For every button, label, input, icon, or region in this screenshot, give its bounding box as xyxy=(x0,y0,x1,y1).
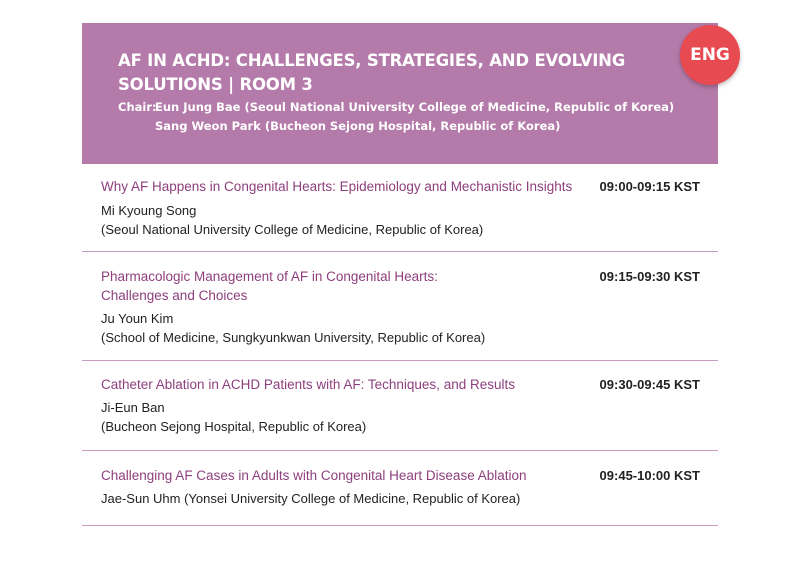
talk-title: Catheter Ablation in ACHD Patients with AF: Techniques, and Results xyxy=(101,377,515,392)
talk-title: Why AF Happens in Congenital Hearts: Epidemiology and Mechanistic Insights xyxy=(101,179,573,194)
speaker-name: Ju Youn Kim xyxy=(101,311,174,326)
speaker-name: Mi Kyoung Song xyxy=(101,203,197,218)
session-title: AF IN ACHD: CHALLENGES, STRATEGIES, AND EVOLVING SOLUTIONS | ROOM 3 xyxy=(118,51,626,94)
session-header xyxy=(82,23,718,161)
talk-item-2 xyxy=(82,252,718,361)
speaker-name: Ji-Eun Ban xyxy=(101,400,165,415)
chair-name-1: Eun Jung Bae (Seoul National University College of Medicine, Republic of Korea) xyxy=(155,100,675,114)
language-badge: ENG xyxy=(680,25,740,85)
chair-row-2 xyxy=(118,117,718,136)
talk-title-line-2: Challenges and Choices xyxy=(101,288,248,303)
divider xyxy=(82,525,718,526)
talk-time: 09:15-09:30 KST xyxy=(599,269,700,284)
speaker-affiliation: (Seoul National University College of Medicine, Republic of Korea) xyxy=(101,222,484,237)
chair-label: Chair: xyxy=(118,100,157,114)
talk-time: 09:30-09:45 KST xyxy=(599,377,700,392)
chair-name-2: Sang Weon Park (Bucheon Sejong Hospital, Republic of Korea) xyxy=(155,119,561,133)
talk-title: Challenging AF Cases in Adults with Congenital Heart Disease Ablation xyxy=(101,468,527,483)
speaker-affiliation: (Bucheon Sejong Hospital, Republic of Korea) xyxy=(101,419,367,434)
speaker-name: Jae-Sun Uhm (Yonsei University College of Medicine, Republic of Korea) xyxy=(101,491,521,506)
chair-row-1 xyxy=(118,98,718,117)
talk-item-1 xyxy=(82,164,718,252)
chair-block xyxy=(118,98,718,136)
talk-item-3 xyxy=(82,361,718,452)
talk-time: 09:45-10:00 KST xyxy=(599,468,700,483)
divider xyxy=(82,450,718,451)
talk-time: 09:00-09:15 KST xyxy=(599,179,700,194)
talk-item-4 xyxy=(82,452,718,527)
talk-title-line-1: Pharmacologic Management of AF in Congenital Hearts: xyxy=(101,269,438,284)
speaker-affiliation: (School of Medicine, Sungkyunkwan University, Republic of Korea) xyxy=(101,330,486,345)
